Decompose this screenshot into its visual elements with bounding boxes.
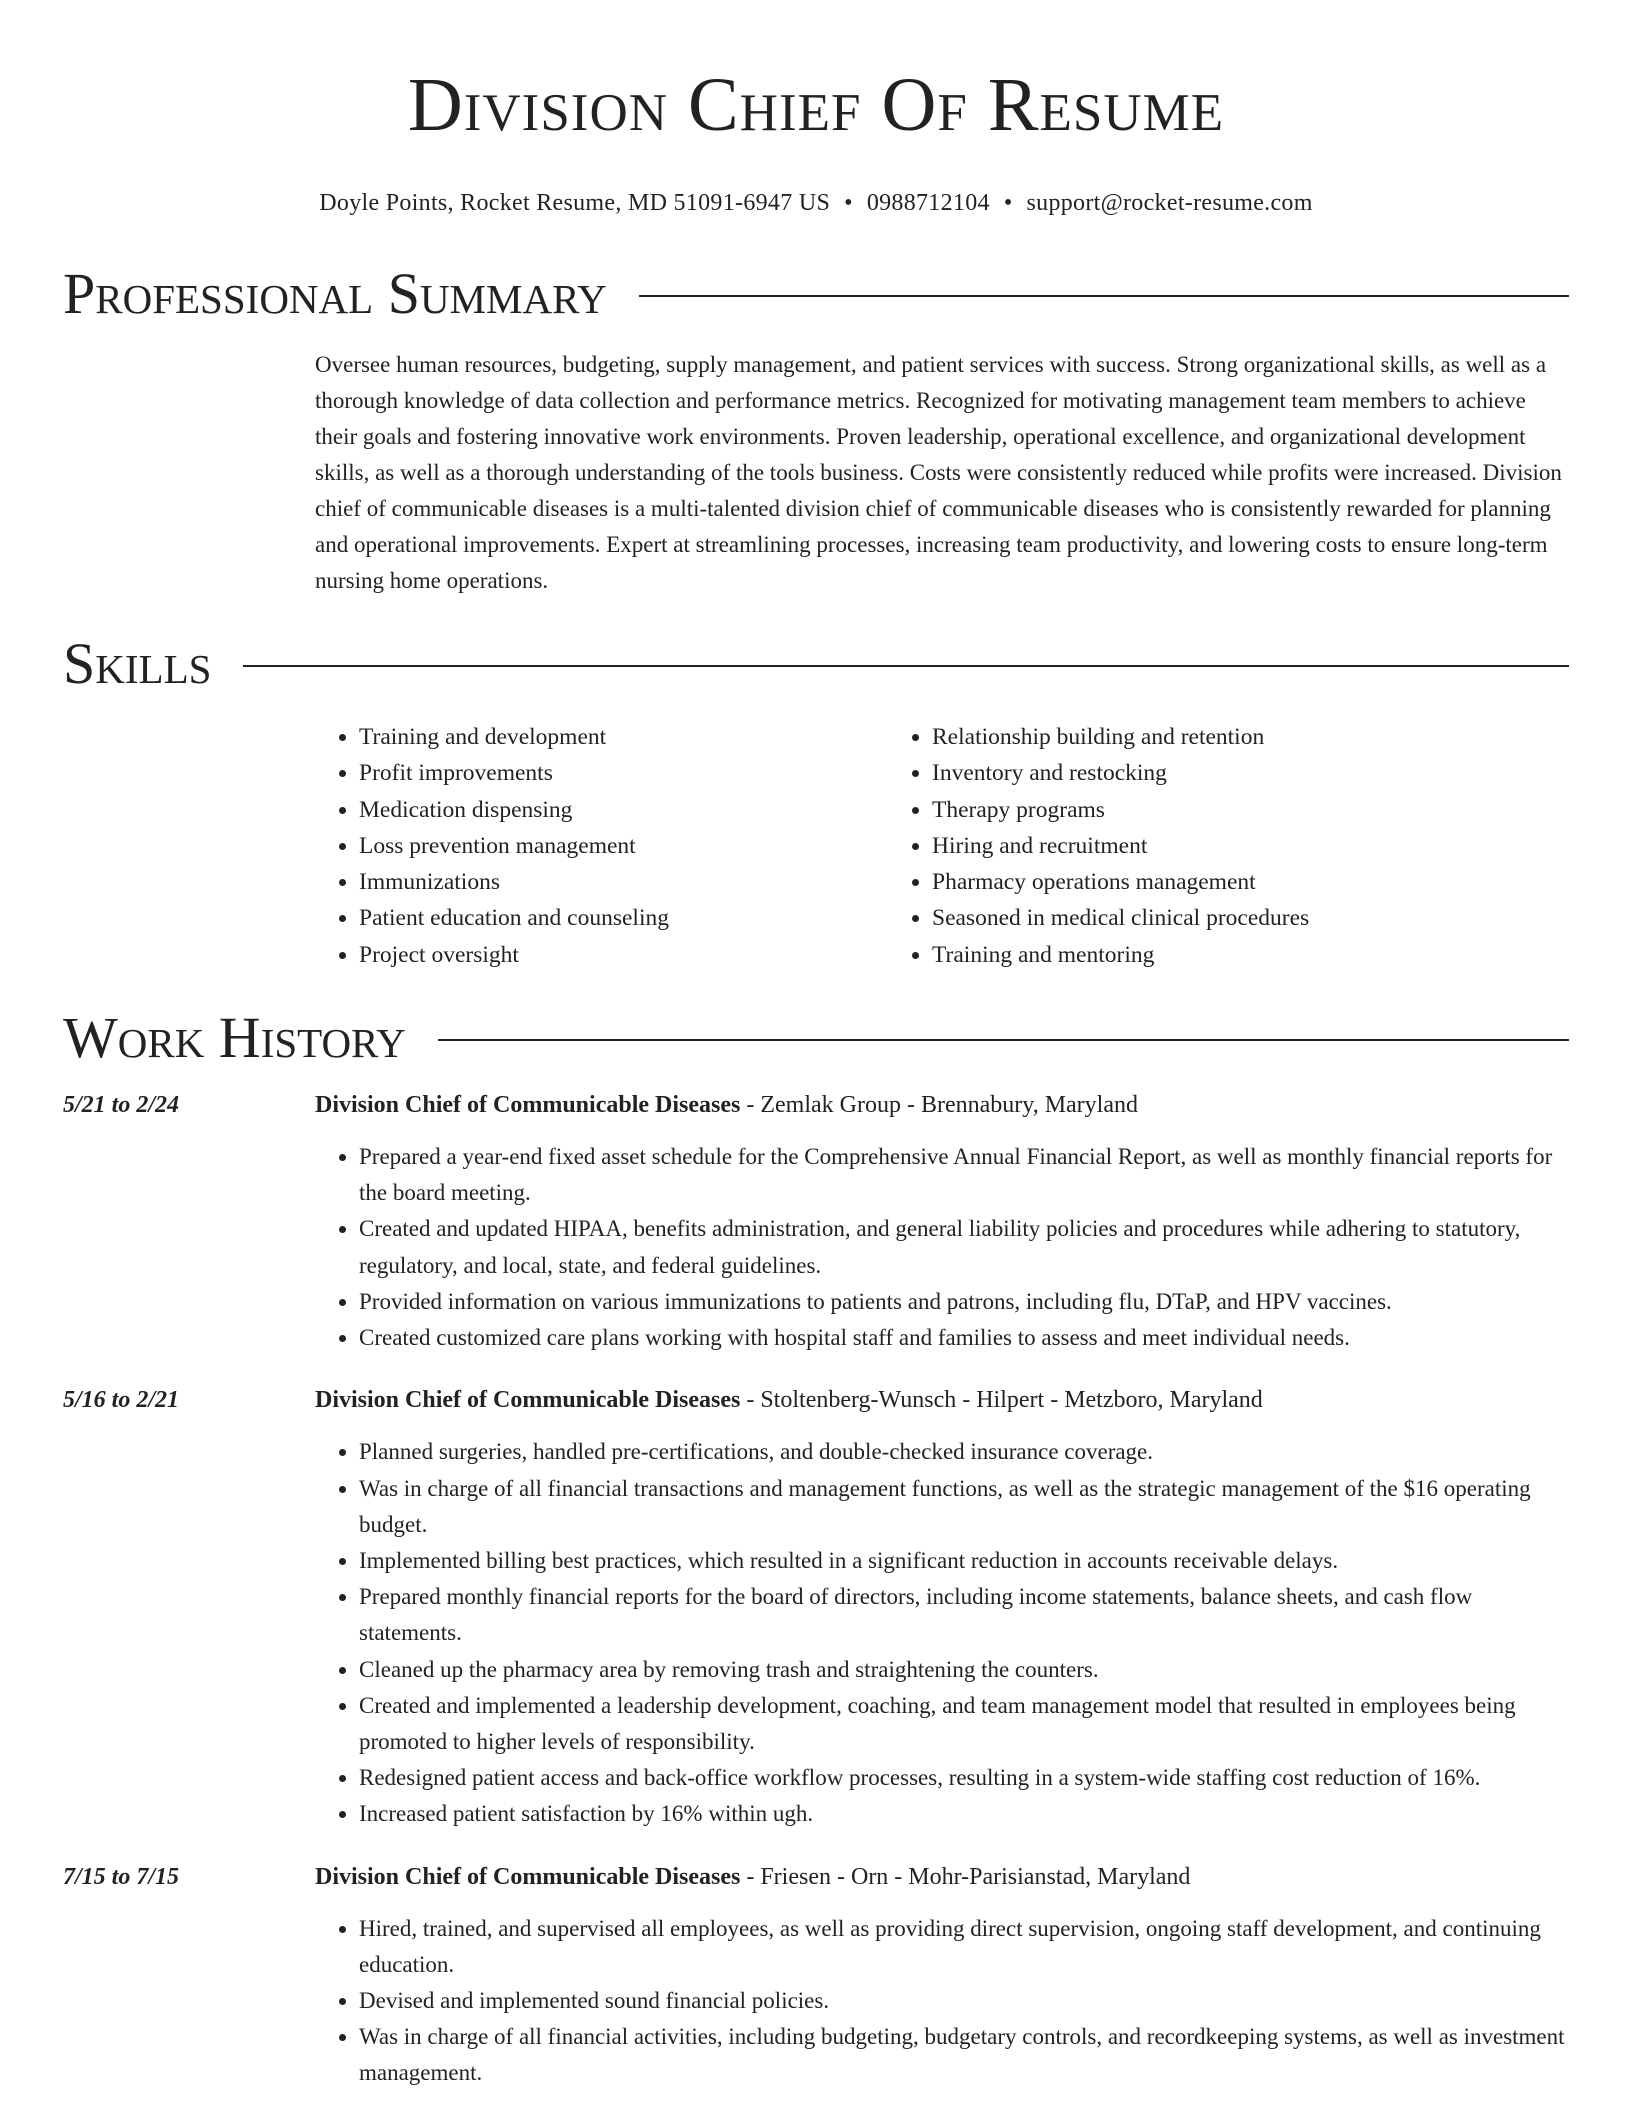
resume-name: Division Chief Of Resume: [407, 63, 1225, 147]
job-title-line: [315, 1859, 1569, 1895]
work-section-header: [63, 1003, 1569, 1073]
contact-phone: 0988712104: [866, 190, 990, 216]
job-bullet: • Redesigned patient access and back-office workflow processes, resulting in a system-wide staffing cost reduction of 16%.: [359, 1760, 1569, 1796]
contact-line: [0, 190, 1632, 217]
job-bullets: [315, 1434, 1569, 1832]
job-title: Division Chief of Communicable Diseases: [315, 1387, 741, 1414]
job-details: [315, 1382, 1569, 1832]
skill-item: • Pharmacy operations management: [932, 864, 1309, 900]
job-bullet: • Increased patient satisfaction by 16% within ugh.: [359, 1796, 1569, 1832]
skill-item: • Project oversight: [359, 937, 888, 973]
contact-separator: •: [844, 190, 853, 216]
job-bullet: • Prepared monthly financial reports for the board of directors, including income statements, balance sheets, and cash flow statements.: [359, 1579, 1569, 1651]
skill-item: • Relationship building and retention: [932, 719, 1309, 755]
job-company: - Friesen - Orn - Mohr-Parisianstad, Maryland: [740, 1863, 1191, 1890]
job-bullet: • Created and updated HIPAA, benefits administration, and general liability policies and procedures while adhering to statutory, regulatory, and local, state, and federal guidelines.: [359, 1211, 1569, 1283]
job-title-line: [315, 1382, 1569, 1418]
job-bullet: • Was in charge of all financial activities, including budgeting, budgetary controls, and recordkeeping systems, as well as investment management.: [359, 2019, 1569, 2091]
job-title: Division Chief of Communicable Diseases: [315, 1092, 741, 1119]
skills-left-column: [315, 719, 888, 973]
job-bullet: • Prepared a year-end fixed asset schedule for the Comprehensive Annual Financial Report, as well as monthly financial reports for the board meeting.: [359, 1139, 1569, 1211]
contact-email: support@rocket-resume.com: [1026, 190, 1313, 216]
skill-item: • Patient education and counseling: [359, 900, 888, 936]
skill-item: • Loss prevention management: [359, 828, 888, 864]
job-bullet: • Implemented billing best practices, which resulted in a significant reduction in accounts receivable delays.: [359, 1543, 1569, 1579]
contact-address: Doyle Points, Rocket Resume, MD 51091-6947 US: [319, 190, 831, 216]
job-bullet: • Hired, trained, and supervised all employees, as well as providing direct supervision, ongoing staff development, and continuing education.: [359, 1911, 1569, 1983]
job-title: Division Chief of Communicable Diseases: [315, 1863, 741, 1890]
job-details: [315, 1087, 1569, 1356]
skills-list: [315, 719, 1569, 973]
skill-item: • Seasoned in medical clinical procedures: [932, 900, 1309, 936]
job-bullet: • Devised and implemented sound financial policies.: [359, 1983, 1569, 2019]
summary-heading: Professional Summary: [63, 261, 607, 326]
job-entry: [63, 1382, 1569, 1832]
skills-section-header: [63, 629, 1569, 699]
skill-item: • Profit improvements: [359, 755, 888, 791]
contact-separator: •: [1003, 190, 1013, 216]
section-divider: [243, 665, 1569, 667]
job-bullet: • Cleaned up the pharmacy area by removing trash and straightening the counters.: [359, 1652, 1569, 1688]
job-bullet: • Was in charge of all financial transactions and management functions, as well as the strategic management of the $16 operating budget.: [359, 1471, 1569, 1543]
work-history-list: [0, 1087, 1632, 2091]
job-title-line: [315, 1087, 1569, 1123]
job-dates: 5/21 to 2/24: [63, 1092, 180, 1119]
skill-item: • Therapy programs: [932, 792, 1309, 828]
skills-heading: Skills: [63, 631, 212, 696]
summary-section-header: [63, 259, 1569, 329]
job-bullet: • Created and implemented a leadership development, coaching, and team management model that resulted in employees being promoted to higher levels of responsibility.: [359, 1688, 1569, 1760]
section-divider: [438, 1039, 1569, 1041]
job-bullet: • Created customized care plans working with hospital staff and families to assess and meet individual needs.: [359, 1320, 1569, 1356]
skill-item: • Inventory and restocking: [932, 755, 1309, 791]
skill-item: • Training and mentoring: [932, 937, 1309, 973]
job-company: - Zemlak Group - Brennabury, Maryland: [740, 1092, 1138, 1119]
job-bullets: [315, 1911, 1569, 2092]
skill-item: • Medication dispensing: [359, 792, 888, 828]
work-heading: Work History: [63, 1005, 406, 1071]
job-entry: [63, 1859, 1569, 2092]
job-details: [315, 1859, 1569, 2092]
skill-item: • Hiring and recruitment: [932, 828, 1309, 864]
job-company: - Stoltenberg-Wunsch - Hilpert - Metzboro, Maryland: [740, 1387, 1263, 1414]
job-bullet: • Provided information on various immunizations to patients and patrons, including flu, DTaP, and HPV vaccines.: [359, 1284, 1569, 1320]
job-dates: 7/15 to 7/15: [63, 1863, 180, 1890]
summary-text: Oversee human resources, budgeting, supply management, and patient services with success. Strong organizational skills, as well as a thorough knowledge of data collection and performance metrics. Recognized for motivating management team members to achieve their goals and fostering innovative work environments. Proven leadership, operational excellence, and organizational development skills, as well as a thorough understanding of the tools business. Costs were consistently reduced while profits were increased. Division chief of communicable diseases is a multi-talented division chief of communicable diseases who is consistently rewarded for planning and operational improvements. Expert at streamlining processes, increasing team productivity, and lowering costs to ensure long-term nursing home operations.: [315, 352, 1562, 593]
skill-item: • Training and development: [359, 719, 888, 755]
skill-item: • Immunizations: [359, 864, 888, 900]
job-bullets: [315, 1139, 1569, 1356]
job-bullet: • Planned surgeries, handled pre-certifications, and double-checked insurance coverage.: [359, 1434, 1569, 1470]
job-dates: 5/16 to 2/21: [63, 1387, 180, 1414]
section-divider: [639, 295, 1569, 297]
job-entry: [63, 1087, 1569, 1356]
skills-right-column: [888, 719, 1309, 973]
